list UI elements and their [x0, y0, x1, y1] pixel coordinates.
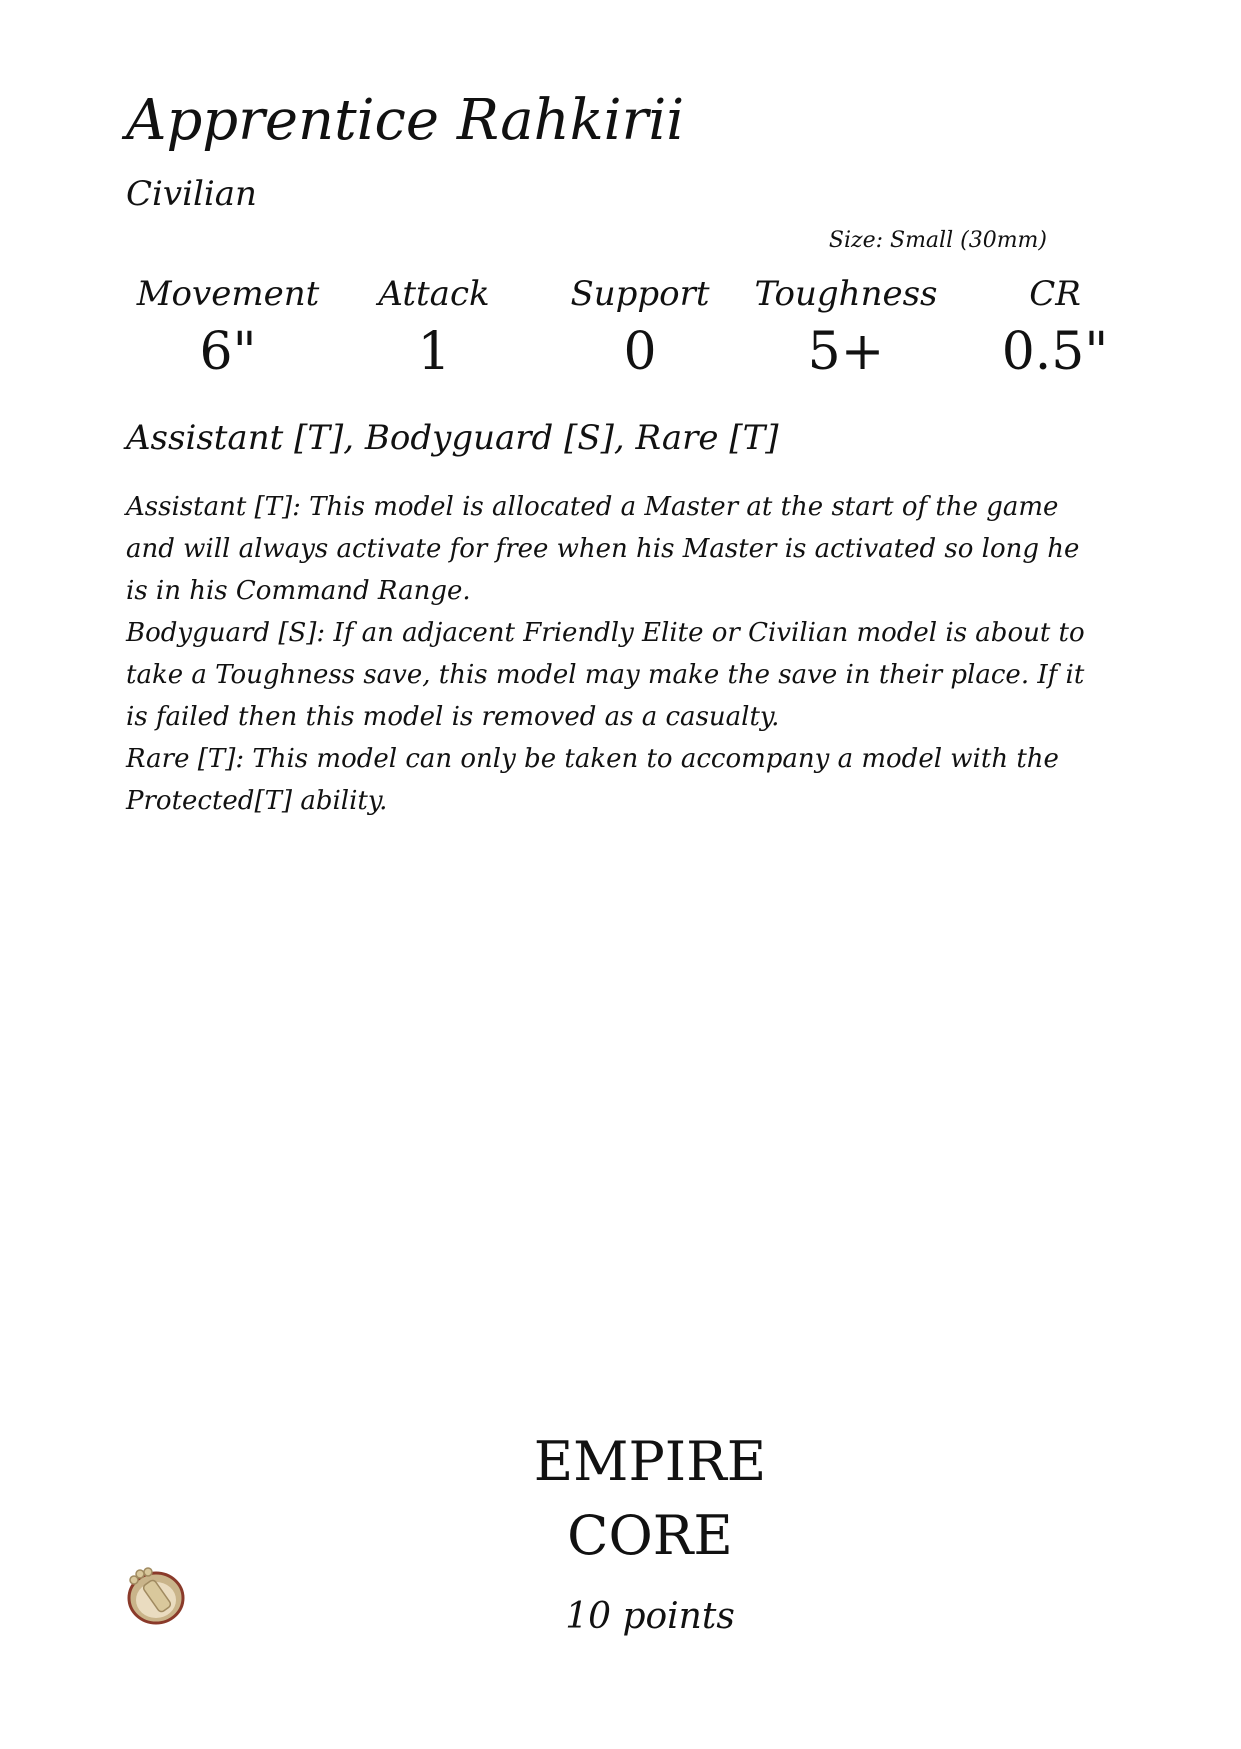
stat-value: 5+: [807, 322, 885, 382]
stat-label: Toughness: [754, 274, 938, 314]
unit-type: Civilian: [126, 174, 257, 214]
stat-value: 6": [199, 322, 257, 382]
points-cost: 10 points: [565, 1596, 735, 1637]
faction-category: CORE: [567, 1504, 733, 1567]
stat-label: Attack: [378, 274, 490, 314]
ability-rare-description: Rare [T]: This model can only be taken to accompany a model with the Protected[T] ability.: [126, 744, 1059, 816]
stat-label: Movement: [136, 274, 320, 314]
abilities-summary: Assistant [T], Bodyguard [S], Rare [T]: [126, 418, 779, 458]
stat-label: CR: [1029, 274, 1081, 314]
stat-value: 0: [623, 322, 657, 382]
unit-name: Apprentice Rahkirii: [126, 88, 685, 153]
stat-label: Support: [570, 274, 710, 314]
stat-support: [540, 274, 740, 382]
stat-value: 0.5": [1001, 322, 1109, 382]
stat-toughness: [746, 274, 946, 382]
unit-size: Size: Small (30mm): [828, 228, 1047, 253]
ability-bodyguard-description: Bodyguard [S]: If an adjacent Friendly Elite or Civilian model is about to take a Toughness save, this model may make the save in their place. If it is failed then this model is removed as a casualty.: [126, 618, 1085, 732]
stat-cr: [955, 274, 1155, 382]
ability-descriptions: [126, 486, 1086, 822]
ability-assistant-description: Assistant [T]: This model is allocated a Master at the start of the game and will always activate for free when his Master is activated so long he is in his Command Range.: [126, 492, 1080, 606]
scroll-emblem-icon: [124, 1564, 194, 1626]
stat-attack: [334, 274, 534, 382]
stat-movement: [128, 274, 328, 382]
faction-name: EMPIRE: [533, 1430, 767, 1493]
stat-value: 1: [417, 322, 451, 382]
